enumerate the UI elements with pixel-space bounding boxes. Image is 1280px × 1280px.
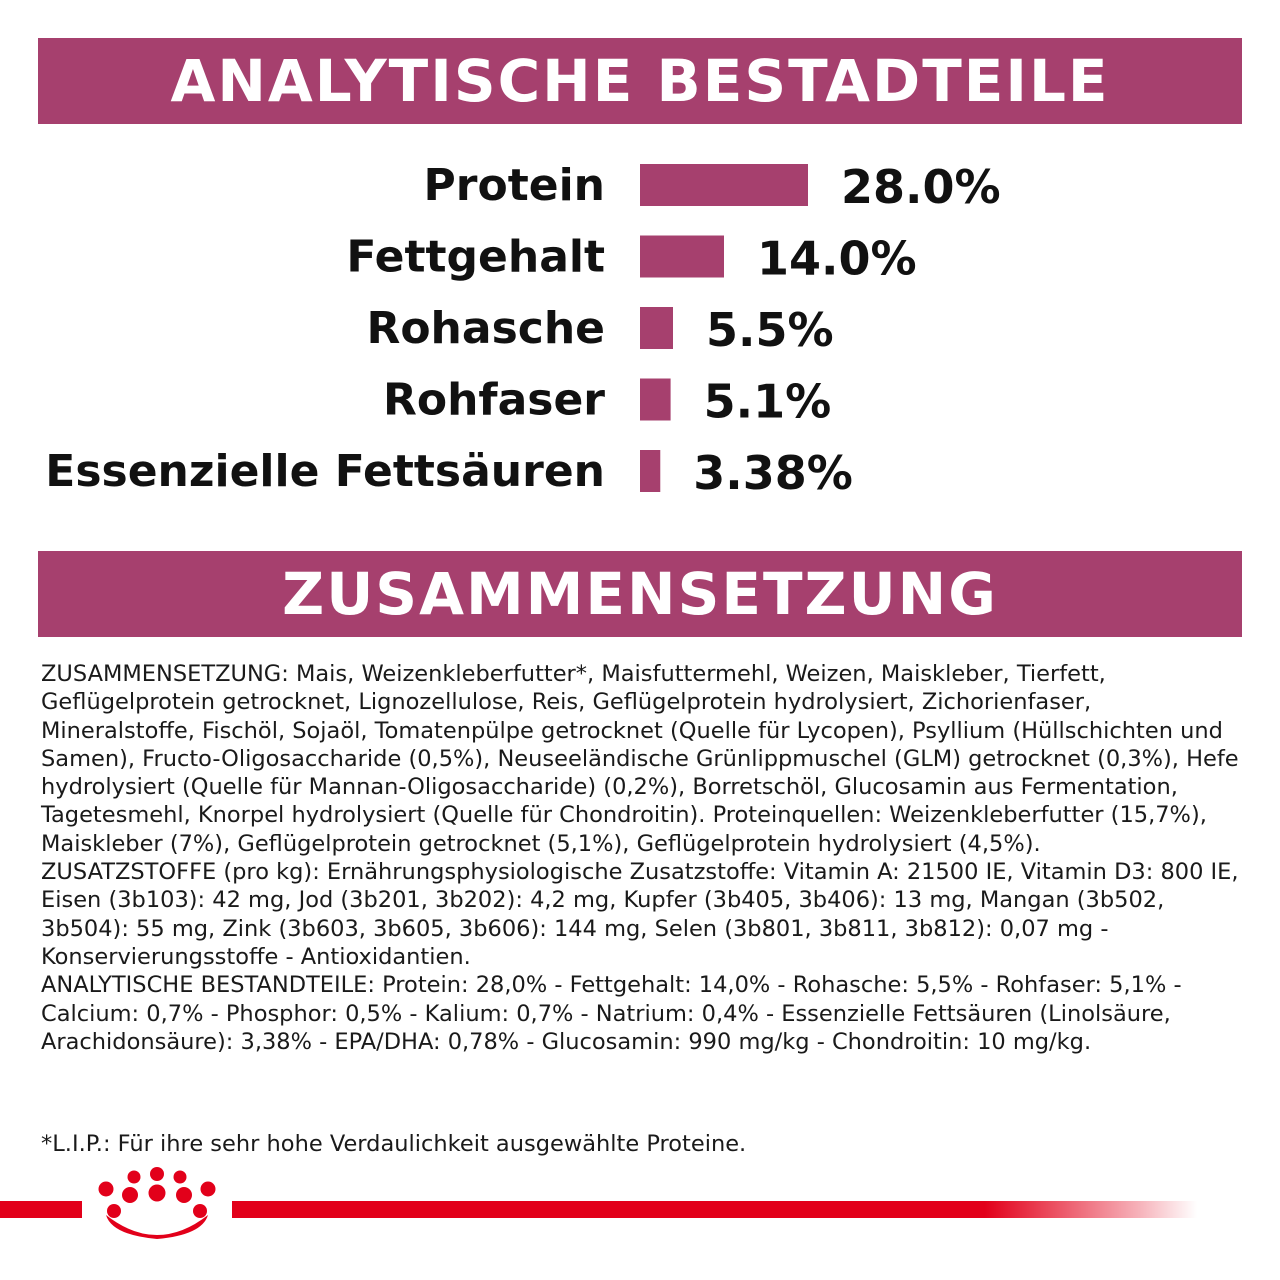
analysis-title: ANALYTISCHE BESTADTEILE — [170, 47, 1110, 115]
category-label: Fettgehalt — [346, 231, 605, 283]
value-label: 3.38% — [693, 446, 853, 500]
composition-title: ZUSAMMENSETZUNG — [282, 560, 998, 628]
composition-header-banner — [38, 551, 1242, 637]
bar — [640, 450, 660, 492]
value-label: 14.0% — [757, 231, 917, 286]
category-label: Rohasche — [366, 303, 605, 354]
royal-canin-crown-icon — [84, 1165, 230, 1245]
bar — [640, 236, 724, 278]
lip-footnote: *L.I.P.: Für ihre sehr hohe Verdaulichkeit ausgewählte Proteine. — [41, 1131, 747, 1157]
chart-canvas — [0, 140, 1280, 520]
ingredients-paragraph: ZUSAMMENSETZUNG: Mais, Weizenkleberfutter*, Maisfuttermehl, Weizen, Maiskleber, Tierfett, Geflügelprotein getrocknet, Lignozellulose, Reis, Geflügelprotein hydrolysiert, Zichorienfaser, Mineralstoffe, Fischöl, Sojaöl, Tomatenpülpe getrocknet (Quelle für Lycopen), Psyllium (Hüllschichten und Samen), Fructo-Oligosaccharide (0,5%), Neuseeländische Grünlippmuschel (GLM) getrocknet (0,3%), Hefe hydrolysiert (Quelle für Mannan-Oligosaccharide) (0,2%), Borretschöl, Glucosamin aus Fermentation, Tagetesmehl, Knorpel hydrolysiert (Quelle für Chondroitin). Proteinquellen: Weizenkleberfutter (15,7%), Maiskleber (7%), Geflügelprotein getrocknet (5,1%), Geflügelprotein hydrolysiert (4,5%). — [41, 661, 1239, 857]
bar — [640, 164, 808, 206]
value-label: 5.5% — [706, 303, 834, 357]
composition-text — [41, 660, 1241, 1056]
bar — [640, 379, 671, 421]
brand-stripe-right — [232, 1201, 1197, 1218]
value-label: 28.0% — [841, 160, 1001, 214]
category-label: Protein — [423, 160, 605, 211]
analytical-components-paragraph: ANALYTISCHE BESTANDTEILE: Protein: 28,0% - Fettgehalt: 14,0% - Rohasche: 5,5% - Rohfaser: 5,1% - Calcium: 0,7% - Phosphor: 0,5% - Kalium: 0,7% - Natrium: 0,4% - Essenzielle Fettsäuren (Linolsäure, Arachidonsäure): 3,38% - EPA/DHA: 0,78% - Glucosamin: 990 mg/kg - Chondroitin: 10 mg/kg. — [41, 972, 1182, 1055]
nutrient-bar-chart — [0, 140, 1280, 520]
additives-paragraph: ZUSATZSTOFFE (pro kg): Ernährungsphysiologische Zusatzstoffe: Vitamin A: 21500 IE, Vitamin D3: 800 IE, Eisen (3b103): 42 mg, Jod (3b201, 3b202): 4,2 mg, Kupfer (3b405, 3b406): 13 mg, Mangan (3b502, 3b504): 55 mg, Zink (3b603, 3b605, 3b606): 144 mg, Selen (3b801, 3b811, 3b812): 0,07 mg - Konservierungsstoffe - Antioxidantien. — [41, 859, 1239, 970]
brand-stripe-left — [0, 1201, 82, 1218]
category-label: Essenzielle Fettsäuren — [45, 446, 605, 497]
category-label: Rohfaser — [383, 374, 605, 426]
analysis-header-banner — [38, 38, 1242, 124]
value-label: 5.1% — [703, 374, 832, 429]
bar — [640, 307, 673, 349]
